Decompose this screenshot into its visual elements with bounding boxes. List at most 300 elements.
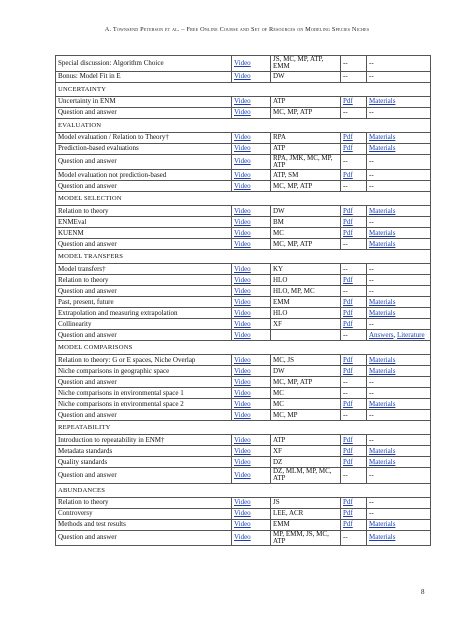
materials-cell: Answers, Literature: [367, 330, 431, 341]
pdf-empty: --: [343, 470, 348, 479]
materials-link[interactable]: Materials: [369, 239, 396, 248]
video-link[interactable]: Video: [234, 133, 251, 141]
topic-cell: Question and answer: [56, 468, 232, 484]
pdf-link[interactable]: Pdf: [343, 97, 353, 105]
materials-empty: --: [369, 58, 374, 67]
topic-cell: Question and answer: [56, 286, 232, 297]
materials-cell: [367, 206, 431, 217]
materials-cell: [367, 457, 431, 468]
materials-cell: [367, 170, 431, 181]
pdf-link[interactable]: Pdf: [343, 133, 353, 141]
pdf-cell: [341, 399, 367, 410]
instructors-cell: JS: [271, 497, 341, 508]
instructors-cell: MC, MP, ATP: [271, 181, 341, 192]
instructors-cell: DZ, MLM, MP, MC, ATP: [271, 468, 341, 484]
instructors-cell: MC: [271, 388, 341, 399]
video-link[interactable]: Video: [234, 457, 251, 466]
materials-empty: --: [369, 498, 374, 506]
instructors-cell: RPA, JMK, MC, MP, ATP: [271, 154, 341, 170]
materials-link[interactable]: Materials: [369, 297, 396, 306]
section-header-row: [56, 341, 431, 355]
materials-cell: [367, 239, 431, 250]
materials-cell: [367, 435, 431, 446]
instructors-cell: ATP: [271, 143, 341, 154]
instructors-cell: HLO, MP, MC: [271, 286, 341, 297]
materials-cell: [367, 366, 431, 377]
pdf-empty: --: [343, 330, 348, 339]
pdf-link[interactable]: Pdf: [343, 520, 353, 528]
instructors-cell: MC: [271, 228, 341, 239]
video-cell: [232, 399, 271, 410]
pdf-cell: [341, 107, 367, 118]
video-link[interactable]: Video: [234, 264, 251, 273]
pdf-empty: --: [343, 58, 348, 67]
topic-cell: Methods and test results: [56, 519, 232, 530]
table-row: [56, 297, 431, 308]
video-cell: [232, 297, 271, 308]
video-cell: [232, 107, 271, 118]
video-link[interactable]: Video: [234, 239, 251, 248]
materials-link[interactable]: Materials: [369, 457, 396, 466]
instructors-cell: HLO: [271, 275, 341, 286]
video-cell: [232, 217, 271, 228]
table-row: [56, 143, 431, 154]
table-row: [56, 206, 431, 217]
topic-cell: Relation to theory: [56, 206, 232, 217]
topic-cell: Special discussion: Algorithm Choice: [56, 56, 232, 72]
table-row: [56, 446, 431, 457]
pdf-link[interactable]: Pdf: [343, 446, 353, 455]
video-cell: [232, 71, 271, 82]
instructors-cell: MC, JS: [271, 355, 341, 366]
pdf-link[interactable]: Pdf: [343, 170, 353, 179]
materials-cell: [367, 181, 431, 192]
pdf-cell: [341, 181, 367, 192]
topic-cell: Relation to theory: [56, 275, 232, 286]
topic-cell: Bonus: Model Fit in E: [56, 71, 232, 82]
instructors-cell: ATP: [271, 96, 341, 107]
pdf-cell: [341, 264, 367, 275]
pdf-link[interactable]: Pdf: [343, 399, 353, 408]
materials-empty: --: [369, 275, 374, 284]
topic-cell: Model transfers†: [56, 264, 232, 275]
materials-empty: --: [369, 470, 374, 479]
materials-link[interactable]: Materials: [369, 206, 396, 215]
pdf-cell: [341, 132, 367, 143]
materials-empty: --: [369, 388, 374, 397]
pdf-cell: [341, 508, 367, 519]
materials-cell: [367, 410, 431, 421]
topic-cell: Niche comparisons in environmental space 2: [56, 399, 232, 410]
video-link[interactable]: Video: [234, 170, 251, 179]
table-row: [56, 239, 431, 250]
pdf-cell: [341, 154, 367, 170]
section-title: MODEL TRANSFERS: [56, 250, 431, 264]
materials-cell: [367, 355, 431, 366]
section-header-row: [56, 250, 431, 264]
table-row: [56, 468, 431, 484]
materials-cell: [367, 308, 431, 319]
topic-cell: Niche comparisons in environmental space 1: [56, 388, 232, 399]
video-cell: [232, 170, 271, 181]
section-title: MODEL SELECTION: [56, 192, 431, 206]
instructors-cell: DW: [271, 206, 341, 217]
video-link[interactable]: Video: [234, 297, 251, 306]
materials-cell: [367, 497, 431, 508]
topic-cell: Controversy: [56, 508, 232, 519]
video-cell: [232, 143, 271, 154]
pdf-cell: [341, 435, 367, 446]
pdf-empty: --: [343, 108, 348, 116]
video-link[interactable]: Video: [234, 206, 251, 215]
video-cell: [232, 56, 271, 72]
topic-cell: Introduction to repeatability in ENM†: [56, 435, 232, 446]
section-title: ABUNDANCES: [56, 483, 431, 497]
video-link[interactable]: Video: [234, 399, 251, 408]
section-title: MODEL COMPARISONS: [56, 341, 431, 355]
video-cell: [232, 435, 271, 446]
pdf-cell: [341, 297, 367, 308]
materials-cell: [367, 519, 431, 530]
video-link[interactable]: Video: [234, 144, 251, 152]
topic-cell: Question and answer: [56, 410, 232, 421]
pdf-link[interactable]: Pdf: [343, 366, 353, 375]
materials-link[interactable]: Materials: [369, 355, 396, 364]
instructors-cell: JS, MC, MP, ATP, EMM: [271, 56, 341, 72]
table-row: [56, 388, 431, 399]
table-row: [56, 410, 431, 421]
topic-cell: Metadata standards: [56, 446, 232, 457]
table-row: [56, 330, 431, 341]
instructors-cell: MC, MP: [271, 410, 341, 421]
materials-cell: [367, 217, 431, 228]
pdf-cell: [341, 275, 367, 286]
table-row: [56, 530, 431, 546]
video-link[interactable]: Video: [234, 509, 251, 517]
video-cell: [232, 308, 271, 319]
instructors-cell: KY: [271, 264, 341, 275]
pdf-cell: [341, 519, 367, 530]
materials-link[interactable]: Materials: [369, 308, 396, 317]
table-row: [56, 170, 431, 181]
materials-empty: --: [369, 181, 374, 190]
pdf-link[interactable]: Pdf: [343, 319, 353, 328]
topic-cell: KUENM: [56, 228, 232, 239]
video-cell: [232, 377, 271, 388]
pdf-empty: --: [343, 72, 348, 80]
pdf-empty: --: [343, 181, 348, 190]
video-link[interactable]: Video: [234, 308, 251, 317]
materials-empty: --: [369, 170, 374, 179]
topic-cell: ENMEval: [56, 217, 232, 228]
video-link[interactable]: Video: [234, 446, 251, 455]
video-link[interactable]: Video: [234, 520, 251, 528]
video-cell: [232, 497, 271, 508]
topic-cell: Question and answer: [56, 330, 232, 341]
pdf-cell: [341, 366, 367, 377]
pdf-empty: --: [343, 264, 348, 273]
video-cell: [232, 264, 271, 275]
topic-cell: Question and answer: [56, 530, 232, 546]
video-cell: [232, 468, 271, 484]
video-link[interactable]: Video: [234, 217, 251, 226]
pdf-empty: --: [343, 533, 348, 542]
table-row: [56, 366, 431, 377]
pdf-cell: [341, 56, 367, 72]
course-schedule-table: [55, 55, 431, 546]
pdf-link[interactable]: Pdf: [343, 297, 353, 306]
pdf-cell: [341, 286, 367, 297]
video-cell: [232, 181, 271, 192]
video-cell: [232, 355, 271, 366]
table-row: [56, 71, 431, 82]
materials-cell: [367, 56, 431, 72]
table-row: [56, 56, 431, 72]
pdf-link[interactable]: Pdf: [343, 435, 353, 444]
pdf-cell: [341, 239, 367, 250]
materials-cell: [367, 275, 431, 286]
pdf-cell: [341, 457, 367, 468]
materials-empty: --: [369, 157, 374, 166]
topic-cell: Past, present, future: [56, 297, 232, 308]
instructors-cell: MC: [271, 399, 341, 410]
table-row: [56, 435, 431, 446]
literature-link[interactable]: Literature: [397, 330, 425, 339]
topic-cell: Collinearity: [56, 319, 232, 330]
video-link[interactable]: Video: [234, 410, 251, 419]
table-row: [56, 377, 431, 388]
pdf-link[interactable]: Pdf: [343, 509, 353, 517]
materials-cell: [367, 399, 431, 410]
video-link[interactable]: Video: [234, 108, 251, 116]
video-link[interactable]: Video: [234, 330, 251, 339]
topic-cell: Question and answer: [56, 154, 232, 170]
pdf-empty: --: [343, 410, 348, 419]
video-cell: [232, 446, 271, 457]
pdf-cell: [341, 530, 367, 546]
materials-cell: [367, 71, 431, 82]
section-header-row: [56, 421, 431, 435]
video-link[interactable]: Video: [234, 388, 251, 397]
materials-cell: [367, 286, 431, 297]
pdf-empty: --: [343, 239, 348, 248]
topic-cell: Question and answer: [56, 377, 232, 388]
materials-empty: --: [369, 217, 374, 226]
video-link[interactable]: Video: [234, 498, 251, 506]
table-row: [56, 286, 431, 297]
video-link[interactable]: Video: [234, 355, 251, 364]
materials-cell: [367, 96, 431, 107]
materials-cell: [367, 132, 431, 143]
materials-empty: --: [369, 377, 374, 386]
video-cell: [232, 154, 271, 170]
video-cell: [232, 132, 271, 143]
materials-link[interactable]: Materials: [369, 533, 396, 542]
video-link[interactable]: Video: [234, 97, 251, 105]
video-link[interactable]: Video: [234, 72, 251, 80]
pdf-cell: [341, 217, 367, 228]
materials-empty: --: [369, 72, 374, 80]
pdf-empty: --: [343, 157, 348, 166]
table-row: [56, 508, 431, 519]
section-header-row: [56, 82, 431, 96]
materials-link[interactable]: Materials: [369, 228, 396, 237]
video-cell: [232, 228, 271, 239]
pdf-cell: [341, 319, 367, 330]
materials-cell: [367, 508, 431, 519]
materials-cell: [367, 264, 431, 275]
table-row: [56, 228, 431, 239]
materials-cell: [367, 154, 431, 170]
topic-cell: Niche comparisons in geographic space: [56, 366, 232, 377]
video-cell: [232, 286, 271, 297]
topic-cell: Model evaluation not prediction-based: [56, 170, 232, 181]
table-row: [56, 96, 431, 107]
video-cell: [232, 519, 271, 530]
materials-empty: --: [369, 435, 374, 444]
pdf-empty: --: [343, 286, 348, 295]
table-row: [56, 217, 431, 228]
instructors-cell: EMM: [271, 519, 341, 530]
video-cell: [232, 508, 271, 519]
video-link[interactable]: Video: [234, 377, 251, 386]
table-row: [56, 399, 431, 410]
topic-cell: Question and answer: [56, 107, 232, 118]
materials-empty: --: [369, 319, 374, 328]
topic-cell: Uncertainty in ENM: [56, 96, 232, 107]
instructors-cell: DZ: [271, 457, 341, 468]
pdf-cell: [341, 170, 367, 181]
pdf-link[interactable]: Pdf: [343, 217, 353, 226]
table-row: [56, 355, 431, 366]
video-cell: [232, 366, 271, 377]
pdf-cell: [341, 377, 367, 388]
topic-cell: Question and answer: [56, 239, 232, 250]
pdf-cell: [341, 330, 367, 341]
table-row: [56, 308, 431, 319]
materials-empty: --: [369, 264, 374, 273]
materials-link[interactable]: Materials: [369, 133, 396, 141]
materials-cell: [367, 319, 431, 330]
video-link[interactable]: Video: [234, 228, 251, 237]
video-link[interactable]: Video: [234, 157, 251, 166]
table-row: [56, 519, 431, 530]
video-link[interactable]: Video: [234, 470, 251, 479]
pdf-link[interactable]: Pdf: [343, 144, 353, 152]
materials-link[interactable]: Materials: [369, 399, 396, 408]
materials-link[interactable]: Materials: [369, 366, 396, 375]
instructors-cell: LEE, ACR: [271, 508, 341, 519]
instructors-cell: EMM: [271, 297, 341, 308]
video-cell: [232, 206, 271, 217]
materials-cell: [367, 388, 431, 399]
pdf-link[interactable]: Pdf: [343, 498, 353, 506]
pdf-cell: [341, 96, 367, 107]
video-cell: [232, 388, 271, 399]
pdf-cell: [341, 446, 367, 457]
pdf-link[interactable]: Pdf: [343, 275, 353, 284]
video-link[interactable]: Video: [234, 366, 251, 375]
page-number: 8: [421, 588, 425, 596]
video-cell: [232, 530, 271, 546]
materials-cell: [367, 143, 431, 154]
instructors-cell: XF: [271, 319, 341, 330]
answers-link[interactable]: Answers: [369, 330, 394, 339]
pdf-cell: [341, 143, 367, 154]
video-link[interactable]: Video: [234, 533, 251, 542]
pdf-link[interactable]: Pdf: [343, 355, 353, 364]
video-link[interactable]: Video: [234, 435, 251, 444]
running-header: A. Townsend Peterson et al. – Free Online Course and Set of Resources on Modeling Species Niches: [104, 26, 370, 33]
materials-cell: [367, 377, 431, 388]
table-row: [56, 154, 431, 170]
instructors-cell: ATP, SM: [271, 170, 341, 181]
pdf-cell: [341, 388, 367, 399]
section-title: REPEATABILITY: [56, 421, 431, 435]
table-row: [56, 457, 431, 468]
section-header-row: [56, 118, 431, 132]
pdf-cell: [341, 206, 367, 217]
materials-cell: [367, 530, 431, 546]
section-header-row: [56, 192, 431, 206]
video-cell: [232, 239, 271, 250]
instructors-cell: BM: [271, 217, 341, 228]
materials-empty: --: [369, 286, 374, 295]
video-link[interactable]: Video: [234, 275, 251, 284]
topic-cell: Question and answer: [56, 181, 232, 192]
materials-empty: --: [369, 108, 374, 116]
instructors-cell: MC, MP, ATP: [271, 377, 341, 388]
materials-cell: [367, 297, 431, 308]
table-row: [56, 275, 431, 286]
materials-empty: --: [369, 410, 374, 419]
pdf-link[interactable]: Pdf: [343, 206, 353, 215]
materials-cell: [367, 228, 431, 239]
video-link[interactable]: Video: [234, 286, 251, 295]
topic-cell: Prediction-based evaluations: [56, 143, 232, 154]
pdf-empty: --: [343, 377, 348, 386]
video-cell: [232, 275, 271, 286]
video-link[interactable]: Video: [234, 58, 251, 67]
materials-link[interactable]: Materials: [369, 97, 396, 105]
pdf-link[interactable]: Pdf: [343, 228, 353, 237]
materials-cell: [367, 468, 431, 484]
pdf-link[interactable]: Pdf: [343, 308, 353, 317]
instructors-cell: MC, MP, ATP: [271, 239, 341, 250]
section-title: EVALUATION: [56, 118, 431, 132]
table-row: [56, 181, 431, 192]
pdf-link[interactable]: Pdf: [343, 457, 353, 466]
instructors-cell: [271, 330, 341, 341]
video-link[interactable]: Video: [234, 181, 251, 190]
materials-link[interactable]: Materials: [369, 520, 396, 528]
materials-link[interactable]: Materials: [369, 446, 396, 455]
pdf-cell: [341, 355, 367, 366]
materials-cell: [367, 446, 431, 457]
video-cell: [232, 330, 271, 341]
topic-cell: Model evaluation / Relation to Theory†: [56, 132, 232, 143]
instructors-cell: DW: [271, 366, 341, 377]
video-link[interactable]: Video: [234, 319, 251, 328]
instructors-cell: XF: [271, 446, 341, 457]
video-cell: [232, 410, 271, 421]
materials-link[interactable]: Materials: [369, 144, 396, 152]
pdf-cell: [341, 410, 367, 421]
instructors-cell: DW: [271, 71, 341, 82]
video-cell: [232, 457, 271, 468]
topic-cell: Relation to theory: [56, 497, 232, 508]
table-row: [56, 107, 431, 118]
